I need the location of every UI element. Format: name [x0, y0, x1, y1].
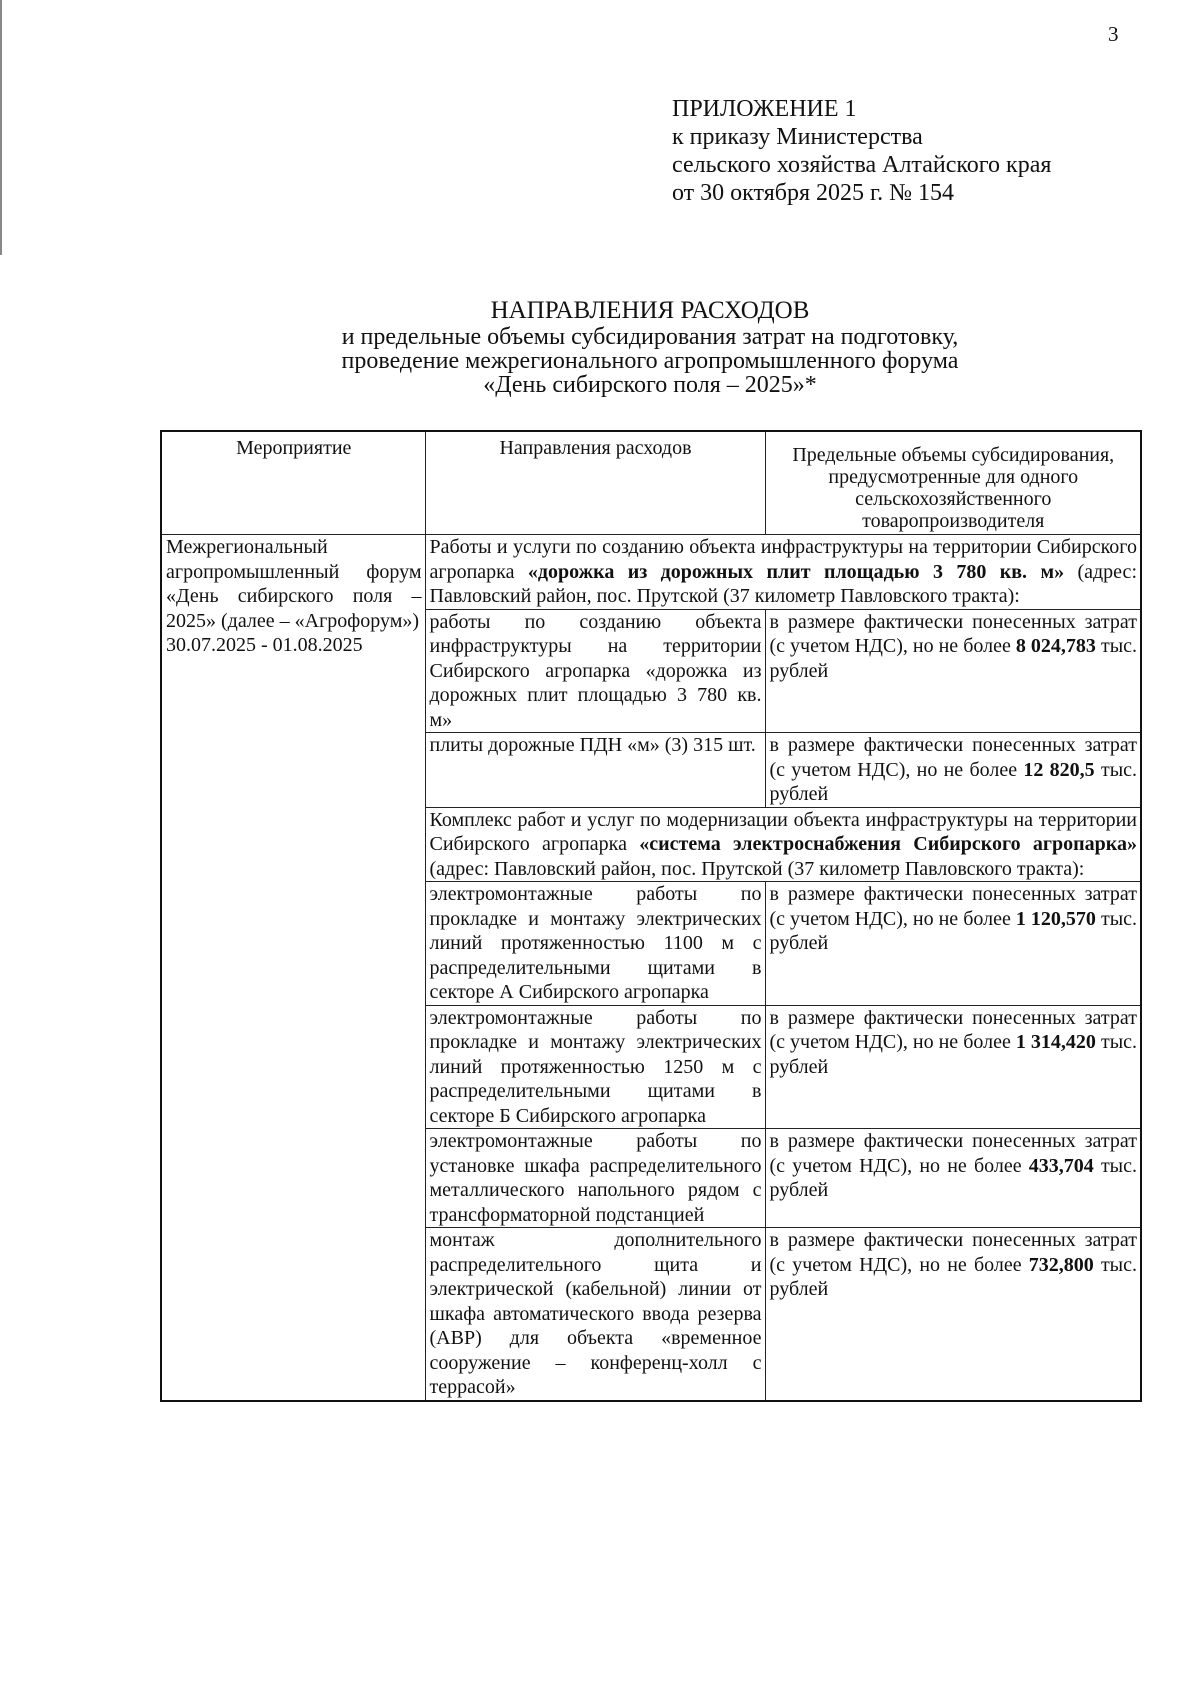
appendix-ministry-line: сельского хозяйства Алтайского края	[672, 152, 1052, 178]
limit-cell	[765, 733, 1141, 808]
header-directions: Направления расходов	[425, 431, 765, 535]
limit-cell	[765, 1129, 1141, 1228]
limit-prefix: в размере фактически понесенных затрат (с учетом НДС), но не более	[769, 610, 1137, 657]
page-number: 3	[1108, 22, 1119, 46]
direction-cell: работы по созданию объекта инфраструктуры на территории Сибирского агропарка «дорожка из дорожных плит площадью 3 780 кв. м»	[425, 609, 765, 733]
group-1-text: Работы и услуги по созданию объекта инфраструктуры на территории Сибирского агропарка	[429, 536, 1137, 583]
appendix-order-line: к приказу Министерства	[672, 124, 923, 150]
group-2-address: (адрес: Павловский район, пос. Прутской (37 километр Павловского тракта):	[429, 857, 1085, 880]
limit-prefix: в размере фактически понесенных затрат (с учетом НДС), но не более	[769, 1229, 1137, 1276]
direction-cell: электромонтажные работы по прокладке и монтажу электрических линий протяженностью 1100 м с распределительными щитами в секторе А Сибирского агропарка	[425, 882, 765, 1006]
limit-amount: 8 024,783	[1015, 635, 1096, 657]
limit-suffix: тыс. рублей	[769, 1154, 1137, 1201]
group-2-object: «система электроснабжения Сибирского агропарка»	[639, 833, 1137, 855]
limit-amount: 433,704	[1028, 1154, 1094, 1177]
direction-cell: монтаж дополнительного распределительного щита и электрической (кабельной) линии от шкафа автоматического ввода резерва (АВР) для объекта «временное сооружение – конференц-холл с террасой»	[425, 1228, 765, 1401]
limit-prefix: в размере фактически понесенных затрат (с учетом НДС), но не более	[769, 734, 1137, 781]
group-1-object: «дорожка из дорожных плит площадью 3 780 кв. м»	[527, 560, 1065, 583]
group-2-text: Комплекс работ и услуг по модернизации объекта инфраструктуры на территории Сибирского агропарка	[429, 808, 1137, 855]
direction-cell: плиты дорожные ПДН «м» (3) 315 шт.	[425, 733, 765, 808]
heading-line-3: проведение межрегионального агропромышленного форума	[341, 348, 959, 374]
limit-amount: 1 314,420	[1015, 1031, 1096, 1053]
event-cell	[161, 535, 425, 1401]
header-event: Мероприятие	[161, 431, 425, 535]
limit-cell	[765, 882, 1141, 1006]
event-name: Межрегиональный агропромышленный форум «День сибирского поля – 2025» (далее – «Агрофорум»)	[166, 536, 422, 632]
limit-amount: 12 820,5	[1023, 758, 1095, 781]
limit-prefix: в размере фактически понесенных затрат (с учетом НДС), но не более	[769, 1130, 1137, 1177]
header-limits-text: Предельные объемы субсидирования, предусмотренные для одного сельскохозяйственного товаропроизводителя	[792, 444, 1115, 532]
header-limits	[765, 431, 1141, 535]
appendix-block	[672, 95, 1051, 207]
limit-prefix: в размере фактически понесенных затрат (с учетом НДС), но не более	[769, 1006, 1137, 1053]
heading-title: НАПРАВЛЕНИЯ РАСХОДОВ	[490, 297, 810, 324]
limit-cell	[765, 1005, 1141, 1129]
appendix-date-line: от 30 октября 2025 г. № 154	[672, 180, 955, 206]
limit-amount: 1 120,570	[1015, 907, 1096, 930]
group-1-description	[425, 535, 1141, 610]
limit-suffix: тыс. рублей	[769, 758, 1138, 805]
group-2-description	[425, 807, 1141, 882]
table-row	[161, 535, 1141, 610]
limit-suffix: тыс. рублей	[769, 1031, 1138, 1078]
limit-suffix: тыс. рублей	[769, 907, 1138, 954]
document-heading	[160, 297, 1140, 397]
expenses-table	[160, 430, 1142, 1402]
event-dates: 30.07.2025 - 01.08.2025	[166, 634, 363, 656]
heading-line-4: «День сибирского поля – 2025»*	[483, 372, 817, 398]
direction-cell: электромонтажные работы по установке шкафа распределительного металлического напольного рядом с трансформаторной подстанцией	[425, 1129, 765, 1228]
table-header-row	[161, 431, 1141, 535]
group-1-address: (адрес: Павловский район, пос. Прутской (37 километр Павловского тракта):	[429, 560, 1137, 607]
heading-line-2: и предельные объемы субсидирования затрат на подготовку,	[341, 324, 959, 350]
appendix-title: ПРИЛОЖЕНИЕ 1	[672, 96, 857, 122]
limit-suffix: тыс. рублей	[769, 1253, 1137, 1300]
scan-edge-line	[0, 0, 2, 255]
direction-cell: электромонтажные работы по прокладке и монтажу электрических линий протяженностью 1250 м с распределительными щитами в секторе Б Сибирского агропарка	[425, 1005, 765, 1129]
limit-suffix: тыс. рублей	[769, 635, 1138, 682]
limit-prefix: в размере фактически понесенных затрат (с учетом НДС), но не более	[769, 883, 1137, 930]
limit-amount: 732,800	[1028, 1253, 1094, 1276]
limit-cell	[765, 1228, 1141, 1401]
limit-cell	[765, 609, 1141, 733]
